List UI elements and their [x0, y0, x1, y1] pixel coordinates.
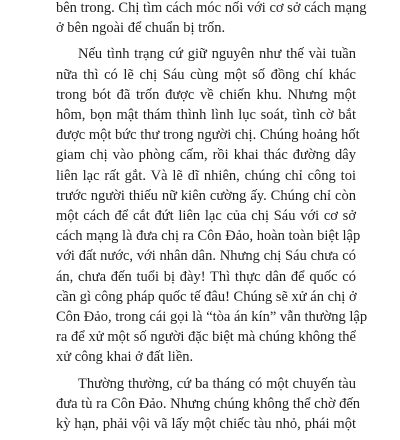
text-line: hôm, bọn mật thám thình lình lục soát, tình cờ bắt — [56, 107, 356, 124]
text-line: giam chị vào phòng cấm, rồi khai thác đường dây — [56, 147, 356, 164]
paragraph-2 — [56, 44, 368, 367]
text-line: cách mạng là đưa chị ra Côn Đảo, hoàn toàn biệt lập — [56, 228, 361, 245]
text-line: kỳ hạn, phải vội vã lấy một chiếc tàu nhỏ, phái một — [56, 416, 356, 433]
text-line: liên lạc rất gắt. Và lẽ dĩ nhiên, chúng chỉ công toi — [56, 167, 356, 184]
text-line: Côn Đảo, trong cái gọi là “tòa án kín” vẫn thường lập — [56, 309, 368, 326]
text-line: ở bên ngoài để chuẩn bị trốn. — [56, 20, 226, 37]
text-line: đưa tù ra Côn Đảo. Nhưng chúng không thể chờ đến — [56, 395, 361, 412]
text-line: ra để xử một số người đặc biệt mà chúng không thể — [56, 329, 356, 346]
text-line: Nếu tình trạng cứ giữ nguyên như thế vài tuần — [78, 46, 356, 63]
text-line: xử công khai ở đất liền. — [56, 349, 194, 366]
text-line: trước người thiếu nữ kiên cường ấy. Chúng chỉ còn — [56, 187, 356, 204]
body-text — [56, 0, 368, 440]
text-line: án, chưa đến tuổi bị đày! Thì thực dân để quốc có — [56, 268, 356, 285]
text-line: cần gì công pháp quốc tế đâu! Chúng sẽ xử án chị ở — [56, 288, 357, 305]
paragraph-3 — [56, 374, 361, 435]
text-line: một cách để cắt đứt liên lạc của chị Sáu với cơ sở — [56, 208, 356, 225]
text-line: Thường thường, cứ ba tháng có một chuyến tàu — [78, 375, 356, 392]
text-line: với đất nước, với nhân dân. Nhưng chị Sáu chưa có — [56, 248, 356, 265]
text-line: trong bót đã trốn được về chiến khu. Nhưng một — [56, 86, 356, 103]
text-line: được một bức thư trong người chị. Chúng hoảng hốt — [56, 127, 360, 144]
text-line: bên trong. Chị tìm cách móc nối với cơ sở cách mạng — [56, 0, 367, 16]
paragraph-1 — [56, 0, 367, 38]
text-line: nữa thì có lẽ chị Sáu cùng một số đồng chí khác — [56, 66, 356, 83]
